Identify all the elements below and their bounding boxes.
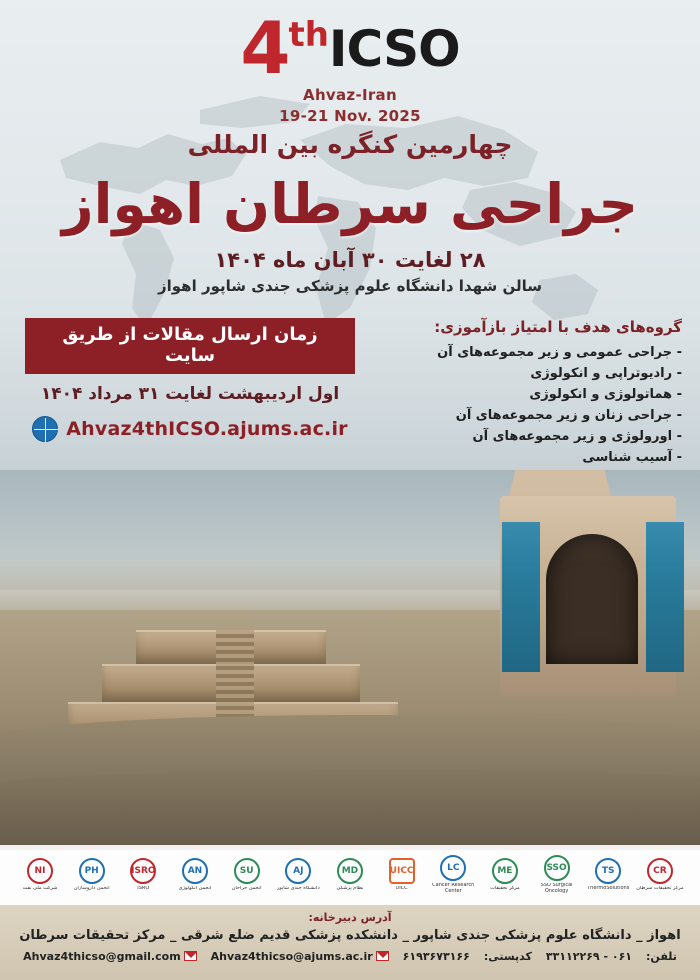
sponsor-mark: NI [27,858,53,884]
sponsor-caption: انجمن داروسازان [73,886,110,892]
event-date-fa: ۲۸ لغایت ۳۰ آبان ماه ۱۴۰۴ [214,248,486,272]
sponsor-logo [223,853,271,897]
globe-icon [32,416,58,442]
sponsor-logo [636,853,684,897]
sponsor-logo [429,853,477,897]
sponsor-logo [274,853,322,897]
sponsor-caption: ThermoSolutions [587,886,630,892]
list-item: - هماتولوژی و انکولوژی [529,387,682,403]
list-item: - جراحی زنان و زیر مجموعه‌های آن [455,408,682,424]
subtitle-fa: چهارمین کنگره بین المللی [187,130,513,159]
landscape-photo [0,470,700,850]
sponsor-logo [119,853,167,897]
sponsor-mark: CR [647,858,673,884]
sponsor-caption: ISRO [137,886,150,892]
sponsor-caption: دانشگاه جندی شاپور [276,886,320,892]
sponsor-strip [0,845,700,905]
address-value: اهواز _ دانشگاه علوم پزشکی جندی شاپور _ دانشکده پزشکی قدیم ضلع شرقی _ مرکز تحقیقات سرطان [19,928,681,943]
sponsor-logo [326,853,374,897]
sponsor-mark: AN [182,858,208,884]
phone-label: تلفن: [646,950,677,963]
mail-icon [184,951,197,961]
postal-label: کدپستی: [483,950,532,963]
edition-suffix: th [288,15,329,55]
website-url[interactable]: Ahvaz4thICSO.ajums.ac.ir [66,418,348,440]
sponsor-logo [533,853,581,897]
submission-bar-label: زمان ارسال مقالات از طریق سایت [25,318,355,374]
email-ajums-item[interactable] [211,950,389,963]
contact-row [14,950,686,963]
sponsor-mark: MD [337,858,363,884]
sponsor-caption: Cancer Research Center [432,883,475,894]
header-dates: 19-21 Nov. 2025 [279,107,421,125]
sponsor-mark: SU [234,858,260,884]
sponsor-mark: TS [595,858,621,884]
sponsor-mark: LC [440,855,466,881]
list-item: - اورولوژی و زیر مجموعه‌های آن [472,429,682,445]
sponsor-mark: AJ [285,858,311,884]
sponsor-mark: UICC [389,858,415,884]
mail-icon [376,951,389,961]
email-gmail[interactable]: Ahvaz4thicso@gmail.com [23,950,181,963]
sponsor-caption: SSO Surgical Oncology [540,883,573,894]
list-item: - جراحی عمومی و زیر مجموعه‌های آن [437,345,682,360]
event-venue-fa: سالن شهدا دانشگاه علوم پزشکی جندی شاپور اهواز [158,277,542,295]
sponsor-logo [16,853,64,897]
sponsor-logo [171,853,219,897]
sponsor-mark: ISRO [130,858,156,884]
submission-panel [25,318,355,442]
submission-deadline: اول اردیبهشت لغایت ۳۱ مرداد ۱۴۰۴ [40,384,340,404]
photo-overlay [0,470,700,850]
address-label: آدرس دبیرخانه: [308,911,392,924]
target-groups-heading: گروه‌های هدف با امتیاز بازآموزی: [434,318,682,336]
sponsor-logo [584,853,632,897]
website-row[interactable] [25,416,355,442]
sponsor-caption: مرکز تحقیقات [490,886,520,892]
edition-number: 4 [240,6,289,90]
sponsor-logo [68,853,116,897]
sponsor-logo [378,853,426,897]
sponsor-logo [481,853,529,897]
sponsor-caption: انجمن انکولوژی [178,886,212,892]
sponsor-mark: SSO [544,855,570,881]
sponsor-caption: انجمن جراحان [231,886,262,892]
email-ajums[interactable]: Ahvaz4thicso@ajums.ac.ir [210,950,373,963]
list-item: - رادیوتراپی و انکولوژی [530,366,682,382]
sponsor-caption: نظام پزشکی [336,886,364,892]
email-gmail-item[interactable] [23,950,197,963]
sponsor-caption: شرکت ملی نفت [22,886,58,892]
page-title: جراحی سرطان اهواز [62,172,638,236]
header-location: Ahvaz-Iran [303,86,397,104]
header-logo [0,6,700,125]
logo-wordmark [240,6,460,90]
postal-value: ۶۱۹۳۶۷۳۱۶۶ [402,950,470,963]
sponsor-caption: UICC [395,886,408,892]
sponsor-mark: PH [79,858,105,884]
footer [0,905,700,980]
list-item: - آسیب شناسی [582,450,682,466]
phone-value: ۰۶۱ - ۳۳۱۱۲۲۶۹ [545,950,633,963]
sponsor-mark: ME [492,858,518,884]
conference-acronym: ICSO [328,20,460,78]
sponsor-caption: مرکز تحقیقات سرطان [636,886,684,892]
